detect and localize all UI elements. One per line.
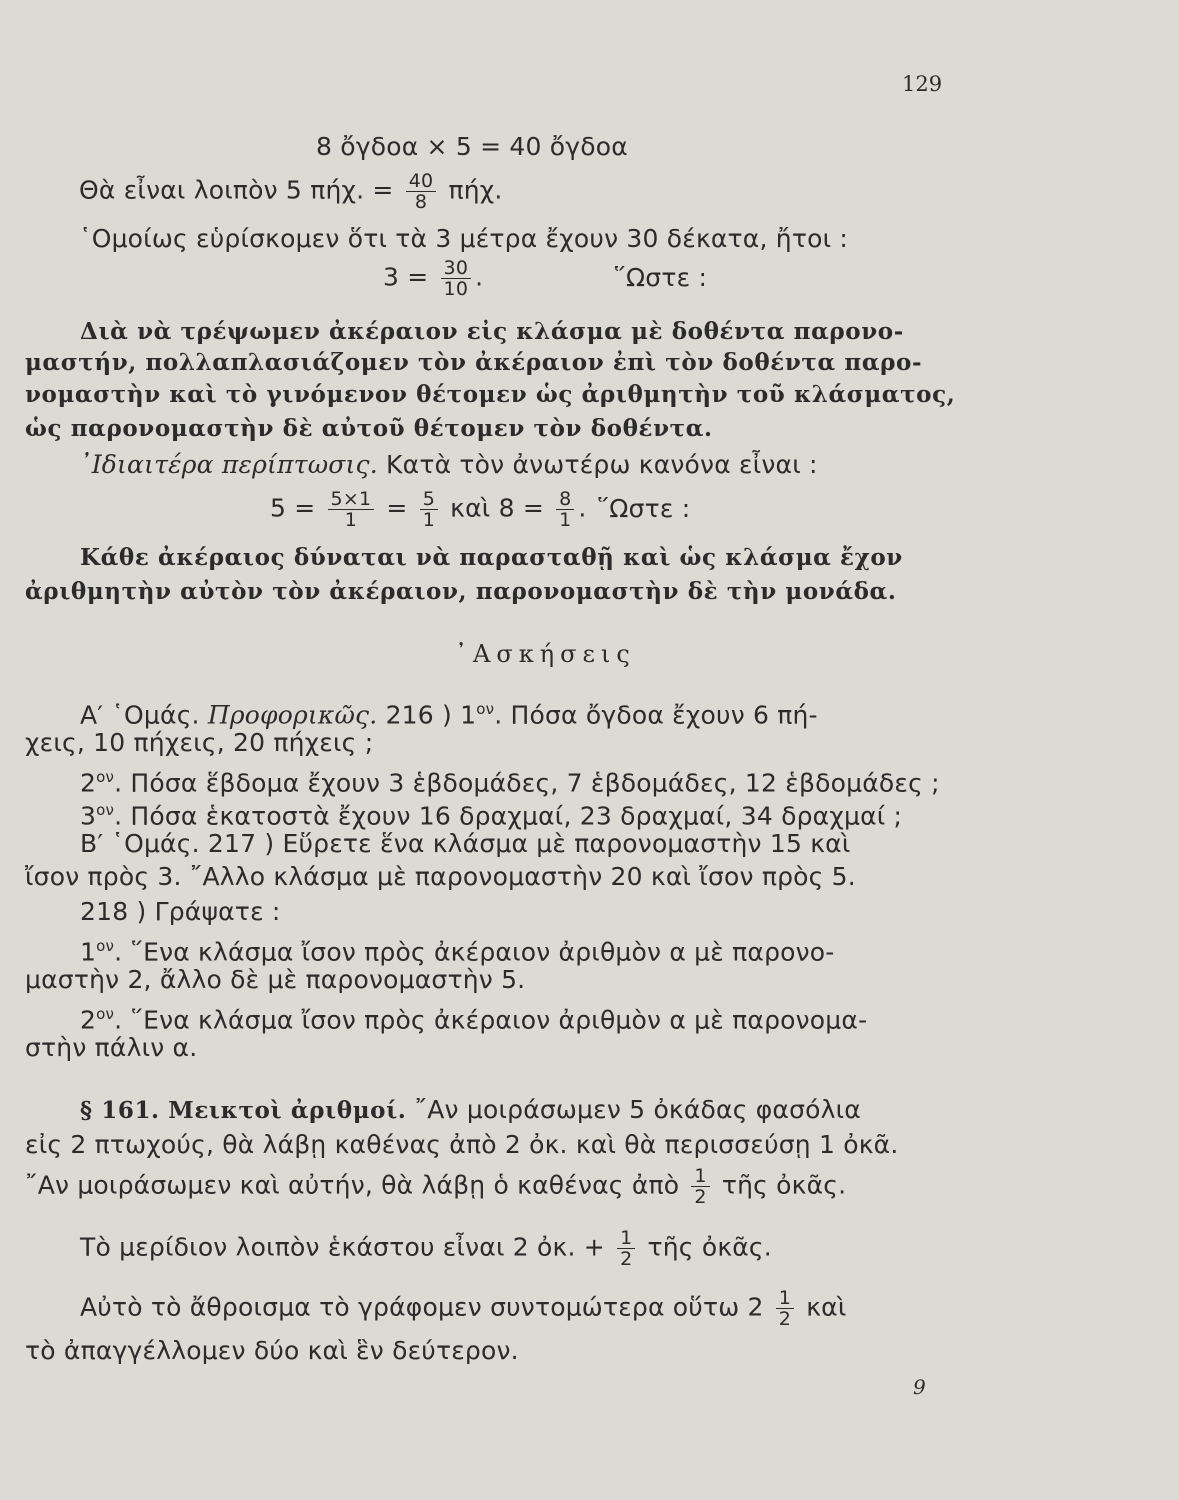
exercise-line: ἴσον πρὸς 3. ῎Αλλο κλάσμα μὲ παρονομαστὴν 20 καὶ ἴσον πρὸς 5. [25, 862, 856, 891]
group-a-label: Α′ ῾Ομάς. [80, 700, 200, 730]
fraction-numerator: 1 [776, 1288, 794, 1309]
exercise-line: 218 ) Γράψατε : [80, 897, 281, 926]
rule-line: νομαστὴν καὶ τὸ γινόμενον θέτομεν ὡς ἀριθμητὴν τοῦ κλάσματος, [25, 381, 956, 408]
eq2-prefix: Θὰ εἶναι λοιπὸν 5 πήχ. = [79, 175, 402, 205]
section-line-half [25, 1166, 846, 1207]
fraction-numerator: 5×1 [328, 489, 375, 510]
exercise-line: χεις, 10 πήχεις, 20 πήχεις ; [25, 728, 374, 757]
fraction-denominator: 2 [694, 1186, 707, 1208]
section-heading: § 161. Μεικτοὶ ἀριθμοί. [80, 1097, 407, 1124]
exercise-a-line [80, 694, 818, 730]
exercise-line [80, 999, 867, 1035]
ordinal-number: 3 [80, 801, 97, 831]
exercise-line [80, 762, 940, 798]
rule-line: Κάθε ἀκέραιος δύναται νὰ παρασταθῇ καὶ ὡς κλάσμα ἔχον [80, 544, 903, 571]
ordinal-number: 2 [80, 1005, 97, 1035]
fraction-40-8 [406, 171, 437, 212]
section-text: ῎Αν μοιράσωμεν καὶ αὐτήν, θὰ λάβῃ ὁ καθένας ἀπὸ [25, 1170, 688, 1200]
section-text: καὶ [798, 1292, 847, 1322]
rule-line: Διὰ νὰ τρέψωμεν ἀκέραιον εἰς κλάσμα μὲ δοθέντα παρονο- [80, 318, 904, 345]
section-line-sum [80, 1288, 846, 1329]
section-text: τῆς ὀκᾶς. [713, 1170, 847, 1200]
ordinal-suffix: ον [96, 768, 115, 786]
fraction-1-2 [776, 1288, 794, 1329]
exercises-heading: ᾿Ασκήσεις [455, 640, 636, 668]
eq5-middle: καὶ 8 = [442, 493, 553, 523]
equation-eighths: 8 ὄγδοα × 5 = 40 ὄγδοα [316, 132, 628, 161]
section-161-line [80, 1095, 861, 1126]
fraction-8-1 [556, 489, 574, 530]
exercise-number: 216 ) 1 [377, 700, 477, 730]
section-text: ῎Αν μοιράσωμεν 5 ὀκάδας φασόλια [406, 1095, 861, 1124]
eq4-suffix: . [475, 262, 484, 292]
equation-cubits [79, 171, 503, 212]
fraction-numerator: 5 [420, 489, 438, 510]
rule-line: ὡς παρονομαστὴν δὲ αὐτοῦ θέτομεν τὸν δοθέντα. [25, 415, 713, 442]
exercise-text: . ῞Ενα κλάσμα ἴσον πρὸς ἀκέραιον ἀριθμὸν α μὲ παρονο- [114, 937, 835, 967]
fraction-1-2 [617, 1228, 635, 1269]
hoste-label: ῞Ωστε : [613, 262, 708, 292]
exercise-text: . ῞Ενα κλάσμα ἴσον πρὸς ἀκέραιον ἀριθμὸν α μὲ παρονομα- [114, 1005, 868, 1035]
section-text: τῆς ὀκᾶς. [639, 1232, 772, 1262]
section-text: Αὐτὸ τὸ ἄθροισμα τὸ γράφομεν συντομώτερα οὕτω 2 [80, 1292, 772, 1322]
hoste-label: ῞Ωστε : [596, 493, 691, 523]
fraction-numerator: 1 [617, 1228, 635, 1249]
fraction-denominator: 8 [414, 191, 428, 213]
section-line: εἰς 2 πτωχούς, θὰ λάβῃ καθένας ἀπὸ 2 ὀκ. καὶ θὰ περισσεύσῃ 1 ὀκᾶ. [25, 1130, 899, 1159]
special-case-line [79, 450, 818, 480]
signature-mark: 9 [913, 1375, 926, 1399]
fraction-numerator: 40 [406, 171, 437, 192]
eq5-equals: = [378, 493, 416, 523]
rule-line: μαστήν, πολλαπλασιάζομεν τὸν ἀκέραιον ἐπὶ τὸν δοθέντα παρο- [25, 349, 923, 376]
exercise-line [80, 931, 835, 967]
exercise-text: . Πόσα ἑκατοστὰ ἔχουν 16 δραχμαί, 23 δραχμαί, 34 δραχμαί ; [114, 801, 903, 831]
equation-tenths [383, 258, 707, 299]
exercise-line: Β′ ῾Ομάς. 217 ) Εὕρετε ἕνα κλάσμα μὲ παρονομαστὴν 15 καὶ [80, 829, 851, 858]
rule-line: ἀριθμητὴν αὐτὸν τὸν ἀκέραιον, παρονομαστὴν δὲ τὴν μονάδα. [25, 578, 897, 605]
ordinal-suffix: ον [96, 1005, 115, 1023]
fraction-numerator: 1 [691, 1166, 709, 1187]
section-line-share [80, 1228, 772, 1269]
fraction-numerator: 30 [441, 258, 472, 279]
exercise-text: . Πόσα ὄγδοα ἔχουν 6 πή- [494, 700, 818, 730]
fraction-denominator: 1 [344, 509, 358, 531]
ordinal-suffix: ον [96, 937, 115, 955]
fraction-denominator: 10 [443, 278, 469, 300]
ordinal-suffix: ον [96, 801, 115, 819]
fraction-denominator: 2 [620, 1248, 633, 1270]
fraction-5x1-1 [328, 489, 375, 530]
section-text: Τὸ μερίδιον λοιπὸν ἑκάστου εἶναι 2 ὀκ. + [80, 1232, 614, 1262]
page-number: 129 [902, 72, 943, 96]
section-line: τὸ ἀπαγγέλλομεν δύο καὶ ἓν δεύτερον. [25, 1336, 519, 1365]
fraction-numerator: 8 [556, 489, 574, 510]
ordinal-number: 1 [80, 937, 97, 967]
special-case-italic: ᾿Ιδιαιτέρα περίπτωσις. [79, 450, 378, 479]
fraction-1-2 [691, 1166, 709, 1207]
exercise-line: μαστὴν 2, ἄλλο δὲ μὲ παρονομαστὴν 5. [25, 965, 526, 994]
special-case-rest: Κατὰ τὸν ἀνωτέρω κανόνα εἶναι : [377, 450, 818, 479]
fraction-denominator: 1 [559, 509, 572, 531]
eq5-lhs: 5 = [270, 493, 324, 523]
ordinal-number: 2 [80, 768, 97, 798]
text-line: ῾Ομοίως εὑρίσκομεν ὅτι τὰ 3 μέτρα ἔχουν 30 δέκατα, ἤτοι : [79, 224, 849, 253]
eq2-suffix: πήχ. [440, 175, 503, 205]
fraction-denominator: 1 [422, 509, 435, 531]
fraction-5-1 [420, 489, 438, 530]
eq4-prefix: 3 = [383, 262, 437, 292]
eq5-suffix: . [578, 493, 587, 523]
exercise-line [80, 795, 902, 831]
exercise-line: στὴν πάλιν α. [25, 1033, 198, 1062]
fraction-30-10 [441, 258, 472, 299]
ordinal-suffix: ον [476, 700, 495, 718]
oral-label: Προφορικῶς. [207, 700, 378, 730]
exercise-text: . Πόσα ἕβδομα ἔχουν 3 ἑβδομάδες, 7 ἑβδομάδες, 12 ἑβδομάδες ; [114, 768, 940, 798]
fraction-denominator: 2 [778, 1308, 792, 1330]
equation-integer-as-fraction [270, 489, 690, 530]
